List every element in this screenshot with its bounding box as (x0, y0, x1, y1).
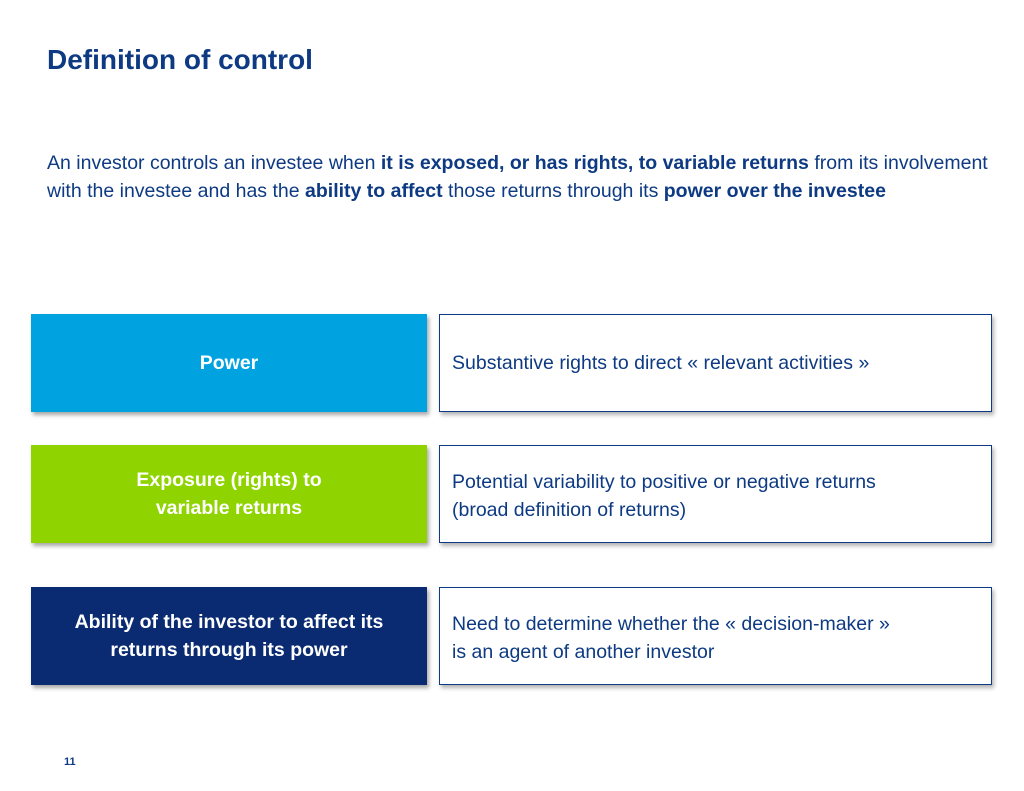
ability-label: Ability of the investor to affect its returns through its power (74, 611, 384, 661)
intro-text-2: from its involvement with the investee and has the (47, 152, 988, 202)
ability-box (31, 587, 427, 685)
power-description-box (439, 314, 992, 412)
page-number: 11 (64, 756, 76, 768)
definition-text (47, 149, 1007, 205)
intro-bold-3: power over the investee (663, 180, 886, 202)
intro-text-1: An investor controls an investee when (47, 152, 381, 174)
intro-text-3: those returns through its (442, 180, 664, 202)
exposure-label: Exposure (rights) to variable returns (136, 469, 322, 519)
power-box (31, 314, 427, 412)
intro-bold-2: ability to affect (305, 180, 443, 202)
intro-bold-1: it is exposed, or has rights, to variable returns (380, 152, 809, 174)
exposure-description: Potential variability to positive or negative returns (broad definition of returns) (452, 471, 876, 521)
power-label: Power (199, 352, 259, 374)
ability-description-box (439, 587, 992, 685)
exposure-box (31, 445, 427, 543)
ability-description: Need to determine whether the « decision-maker » is an agent of another investor (452, 613, 890, 663)
slide-title: Definition of control (47, 44, 313, 75)
power-description: Substantive rights to direct « relevant activities » (452, 352, 870, 374)
exposure-description-box (439, 445, 992, 543)
